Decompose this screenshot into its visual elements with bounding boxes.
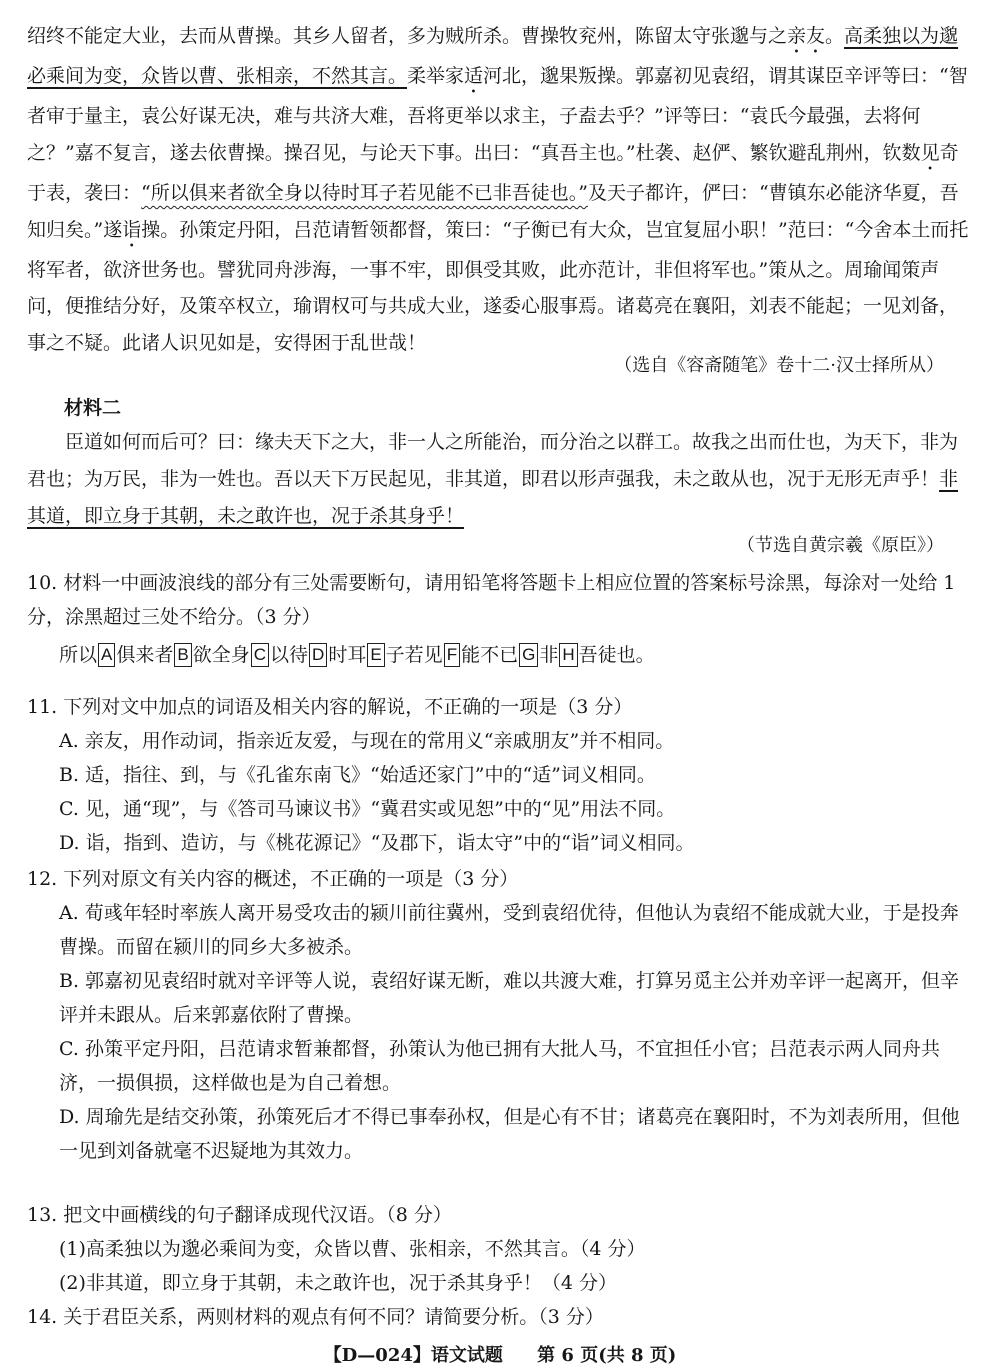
m1-seg: 操。孙策定丹阳，吕范请暂领都督，策曰：“子衡已有大众，岂宜复屈小职！”范曰：“今舍本土而托将军者，欲济世务也。譬犹同舟涉海，一事不牢，即俱受其败，此亦范计，非但将军也。”策从之。周瑜闻策声问，便推结分好，及策卒权立，瑜谓权可与共成大业，遂委心服事焉。诸葛亮在襄阳，刘表不能起；一见刘备，事之不疑。此诸人识见如是，安得困于乱世哉！	[27, 218, 969, 355]
material2-title: 材料二	[64, 397, 122, 419]
question-10-segments	[27, 638, 975, 672]
question-12-option-a[interactable]: A. 荀彧年轻时率族人离开易受攻击的颍川前往冀州，受到袁绍优待，但他认为袁绍不能成就大业，于是投奔曹操。而留在颍川的同乡大多被杀。	[59, 902, 959, 958]
exam-code: 【D—024】语文试题	[323, 1345, 503, 1366]
question-12-option-d[interactable]: D. 周瑜先是结交孙策，孙策死后才不得已事奉孙权，但是心有不甘；诸葛亮在襄阳时，不为刘表所用，但他一见到刘备就毫不迟疑地为其效力。	[59, 1106, 960, 1162]
question-12-stem: 12. 下列对原文有关内容的概述，不正确的一项是（3 分）	[27, 868, 519, 890]
answer-box-b[interactable]: B	[174, 643, 191, 667]
answer-box-e[interactable]: E	[367, 643, 384, 667]
question-13-stem: 13. 把文中画横线的句子翻译成现代汉语。（8 分）	[27, 1204, 452, 1226]
material1-paragraph	[27, 18, 975, 362]
question-11-option-d[interactable]: D. 诣，指到、造访，与《桃花源记》“及郡下，诣太守”中的“诣”词义相同。	[59, 832, 695, 854]
segment: 非	[539, 644, 559, 666]
m1-dotted-jian: 见	[920, 141, 940, 164]
answer-box-h[interactable]: H	[559, 643, 577, 667]
segment: 能不已	[461, 644, 519, 666]
segment: 俱来者	[116, 644, 174, 666]
question-11-option-c[interactable]: C. 见，通“现”，与《答司马谏议书》“冀君实或见恕”中的“见”用法不同。	[59, 798, 676, 820]
question-11	[27, 690, 975, 860]
question-13-item-2: (2)非其道，即立身于其朝，未之敢许也，况于杀其身乎！（4 分）	[59, 1272, 618, 1294]
segment: 欲全身	[192, 644, 250, 666]
question-11-stem: 11. 下列对文中加点的词语及相关内容的解说，不正确的一项是（3 分）	[27, 696, 633, 718]
question-11-option-a[interactable]: A. 亲友，用作动词，指亲近友爱，与现在的常用义“亲戚朋友”并不相同。	[59, 730, 675, 752]
question-13	[27, 1198, 975, 1300]
question-14-stem: 14. 关于君臣关系，两则材料的观点有何不同？请简要分析。（3 分）	[27, 1306, 604, 1328]
material2-source: （节选自黄宗羲《原臣》）	[737, 535, 944, 556]
answer-box-c[interactable]: C	[251, 643, 269, 667]
segment: 以待	[270, 644, 309, 666]
question-10	[27, 566, 975, 672]
page-number: 第 6 页(共 8 页)	[537, 1345, 677, 1366]
m1-seg: 河北，邈果叛操。郭嘉初见袁绍，谓其谋臣辛评等曰：“智者审于量主，袁公好谋无决，难与共济大难，吾将更举以求主，子盍去乎？”评等曰：“袁氏今最强，去将何之？”嘉不复言，遂去依曹操。操召见，与论天下事。出曰：“真吾主也。”杜袭、赵俨、繁钦避乱荆州，钦数	[27, 65, 968, 164]
m2-underlined-sentence: 非其道，即立身于其朝，未之敢许也，况于杀其身乎！	[27, 467, 959, 527]
question-10-stem: 10. 材料一中画波浪线的部分有三处需要断句，请用铅笔将答题卡上相应位置的答案标号涂黑，每涂对一处给 1 分，涂黑超过三处不给分。（3 分）	[27, 572, 956, 628]
m1-seg: 绍终不能定大业，去而从曹操。其乡人留者，多为贼所杀。曹操牧兖州，陈留太守张邈与之	[27, 25, 788, 47]
m1-seg: 奇于表，袭曰：	[27, 141, 959, 204]
question-12	[27, 862, 975, 1168]
m1-dotted-qinyou: 亲友	[787, 25, 826, 47]
segment: 时耳	[328, 644, 367, 666]
m1-wavy-sentence: “所以俱来者欲全身以待时耳子若见能不已非吾徒也。”	[141, 181, 588, 204]
segment: 吾徒也。	[578, 644, 655, 666]
m1-seg: 。	[825, 25, 845, 47]
material2-paragraph	[27, 424, 975, 534]
answer-box-f[interactable]: F	[444, 643, 460, 667]
answer-box-d[interactable]: D	[309, 643, 327, 667]
segment: 所以	[59, 644, 98, 666]
m1-underlined-sentence: 高柔独以为邈必乘间为变，众皆以曹、张相亲，不然其言。	[27, 25, 959, 87]
question-13-item-1: (1)高柔独以为邈必乘间为变，众皆以曹、张相亲，不然其言。（4 分）	[59, 1238, 646, 1260]
m1-seg: 及天子都许，俨曰：“曹镇东必能济华夏，吾知归矣。”遂	[27, 181, 959, 241]
question-11-option-b[interactable]: B. 适，指往、到，与《孔雀东南飞》“始适还家门”中的“适”词义相同。	[59, 764, 656, 786]
material1-source: （选自《容斋随笔》卷十二·汉士择所从）	[614, 355, 944, 376]
m1-seg: 柔举家	[407, 65, 465, 87]
segment: 子若见	[385, 644, 443, 666]
m2-seg: 臣道如何而后可？曰：缘夫天下之大，非一人之所能治，而分治之以群工。故我之出而仕也，为天下，非为君也；为万民，非为一姓也。吾以天下万民起见，非其道，即君以形声强我，未之敢从也，况于无形无声乎！	[27, 431, 959, 490]
m1-dotted-shi: 适	[464, 65, 484, 87]
question-14	[27, 1300, 975, 1334]
answer-box-a[interactable]: A	[98, 643, 115, 667]
question-12-option-c[interactable]: C. 孙策平定丹阳，吕范请求暂兼都督，孙策认为他已拥有大批人马，不宜担任小官；吕范表示两人同舟共济，一损俱损，这样做也是为自己着想。	[59, 1038, 940, 1094]
answer-box-g[interactable]: G	[519, 643, 538, 667]
m1-dotted-yi: 诣	[122, 218, 142, 241]
question-12-option-b[interactable]: B. 郭嘉初见袁绍时就对辛评等人说，袁绍好谋无断，难以共渡大难，打算另觅主公并劝辛评一起离开，但辛评并未跟从。后来郭嘉依附了曹操。	[59, 970, 960, 1026]
page-footer	[0, 1346, 1000, 1366]
